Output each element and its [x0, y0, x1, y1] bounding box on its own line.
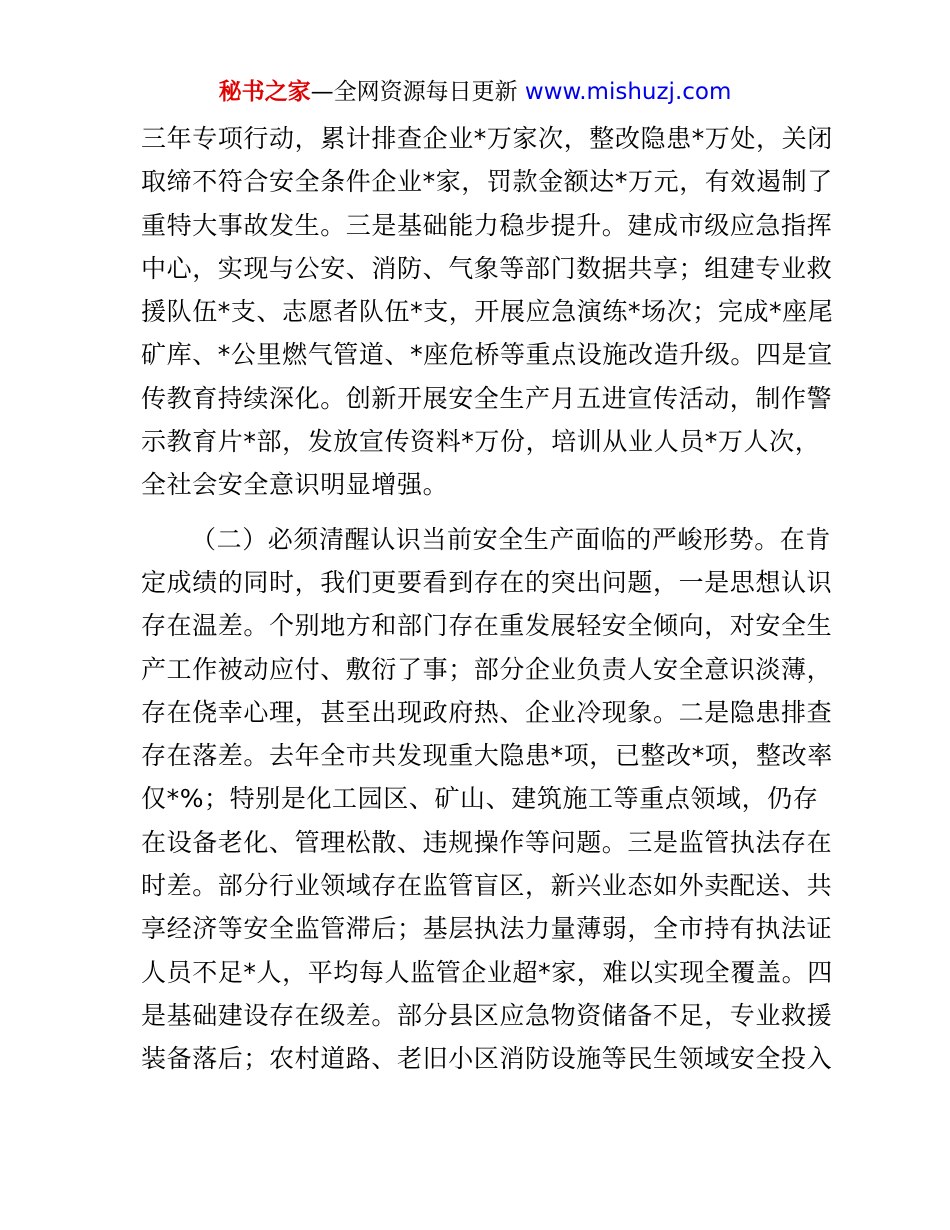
text-line: 存在落差。去年全市共发现重大隐患*项，已整改*项，整改率	[141, 741, 833, 771]
text-line: 传教育持续深化。创新开展安全生产月五进宣传活动，制作警	[141, 383, 833, 413]
paragraph-2	[141, 518, 833, 1081]
text-line: 在设备老化、管理松散、违规操作等问题。三是监管执法存在	[141, 827, 833, 857]
paragraph-gap	[141, 507, 821, 518]
header-tagline: —全网资源每日更新	[310, 79, 518, 105]
text-line: 定成绩的同时，我们更要看到存在的突出问题，一是思想认识	[141, 567, 833, 597]
text-line: 三年专项行动，累计排查企业*万家次，整改隐患*万处，关闭	[141, 124, 833, 153]
text-line: 存在侥幸心理，甚至出现政府热、企业冷现象。二是隐患排查	[141, 697, 833, 727]
text-line: 时差。部分行业领域存在监管盲区，新兴业态如外卖配送、共	[141, 871, 833, 901]
paragraph-1	[141, 117, 834, 507]
text-line: 享经济等安全监管滞后；基层执法力量薄弱，全市持有执法证	[141, 914, 833, 944]
text-line: 重特大事故发生。三是基础能力稳步提升。建成市级应急指挥	[141, 210, 833, 240]
document-body	[141, 117, 834, 1081]
brand-name: 秘书之家	[218, 79, 311, 105]
text-line: 仅*%；特别是化工园区、矿山、建筑施工等重点领域，仍存	[141, 784, 819, 814]
text-line: 援队伍*支、志愿者队伍*支，开展应急演练*场次；完成*座尾	[141, 297, 834, 327]
text-line: 是基础建设存在级差。部分县区应急物资储备不足，专业救援	[141, 1000, 833, 1030]
text-line: 装备落后；农村道路、老旧小区消防设施等民生领域安全投入	[141, 1044, 833, 1074]
text-line: 矿库、*公里燃气管道、*座危桥等重点设施改造升级。四是宣	[141, 340, 833, 370]
site-url-link[interactable]: www.mishuzj.com	[524, 79, 732, 105]
text-line: 人员不足*人，平均每人监管企业超*家，难以实现全覆盖。四	[141, 957, 833, 987]
text-line: 中心，实现与公安、消防、气象等部门数据共享；组建专业救	[141, 253, 833, 283]
page-header	[0, 76, 950, 108]
text-line: 全社会安全意识明显增强。	[141, 470, 449, 500]
text-line: （二）必须清醒认识当前安全生产面临的严峻形势。在肯	[191, 524, 832, 554]
text-line: 存在温差。个别地方和部门存在重发展轻安全倾向，对安全生	[141, 611, 833, 641]
text-line: 示教育片*部，发放宣传资料*万份，培训从业人员*万人次，	[141, 427, 821, 457]
text-line: 产工作被动应付、敷衍了事；部分企业负责人安全意识淡薄，	[141, 654, 833, 684]
text-line: 取缔不符合安全条件企业*家，罚款金额达*万元，有效遏制了	[141, 167, 833, 197]
